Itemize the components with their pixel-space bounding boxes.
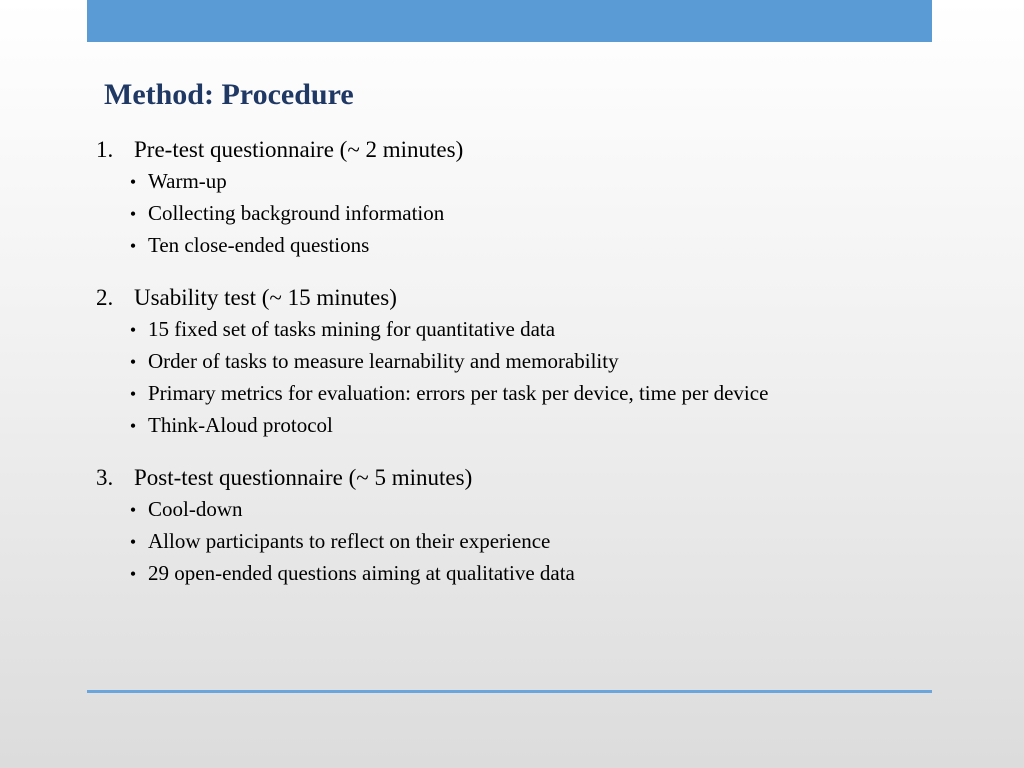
- bullet-icon: •: [129, 204, 137, 224]
- bullet-list: [96, 166, 956, 262]
- bullet-icon: •: [129, 384, 137, 404]
- section-title: Pre-test questionnaire (~ 2 minutes): [134, 137, 464, 162]
- section-number: 3.: [96, 465, 114, 490]
- bullet-text: Collecting background information: [148, 201, 445, 225]
- bullet-text: Allow participants to reflect on their experience: [148, 529, 551, 553]
- section-number: 2.: [96, 285, 114, 310]
- bullet-icon: •: [129, 416, 137, 436]
- list-item: [96, 378, 956, 410]
- section-posttest: [96, 462, 956, 590]
- section-title: Post-test questionnaire (~ 5 minutes): [134, 465, 473, 490]
- list-item: [96, 166, 956, 198]
- bullet-list: [96, 494, 956, 590]
- footer-divider: [87, 690, 932, 693]
- bullet-icon: •: [129, 532, 137, 552]
- header-band: [87, 0, 932, 42]
- bullet-text: Warm-up: [148, 169, 227, 193]
- list-item: [96, 198, 956, 230]
- list-item: [96, 558, 956, 590]
- list-item: [96, 230, 956, 262]
- section-usability-test: [96, 282, 956, 442]
- bullet-icon: •: [129, 236, 137, 256]
- bullet-text: Ten close-ended questions: [148, 233, 370, 257]
- list-item: [96, 410, 956, 442]
- bullet-icon: •: [129, 500, 137, 520]
- bullet-text: Order of tasks to measure learnability and memorability: [148, 349, 619, 373]
- slide-title: Method: Procedure: [104, 78, 354, 111]
- section-number: 1.: [96, 137, 114, 162]
- list-item: [96, 314, 956, 346]
- section-title: Usability test (~ 15 minutes): [134, 285, 397, 310]
- section-heading: [96, 462, 956, 494]
- bullet-icon: •: [129, 352, 137, 372]
- bullet-text: Think-Aloud protocol: [148, 413, 333, 437]
- procedure-list: [96, 134, 956, 610]
- list-item: [96, 346, 956, 378]
- bullet-list: [96, 314, 956, 442]
- bullet-icon: •: [129, 172, 137, 192]
- section-heading: [96, 134, 956, 166]
- bullet-icon: •: [129, 564, 137, 584]
- bullet-text: Primary metrics for evaluation: errors per task per device, time per device: [148, 381, 769, 405]
- section-heading: [96, 282, 956, 314]
- list-item: [96, 526, 956, 558]
- list-item: [96, 494, 956, 526]
- bullet-icon: •: [129, 320, 137, 340]
- section-pretest: [96, 134, 956, 262]
- bullet-text: Cool-down: [148, 497, 243, 521]
- bullet-text: 29 open-ended questions aiming at qualitative data: [148, 561, 575, 585]
- bullet-text: 15 fixed set of tasks mining for quantitative data: [148, 317, 556, 341]
